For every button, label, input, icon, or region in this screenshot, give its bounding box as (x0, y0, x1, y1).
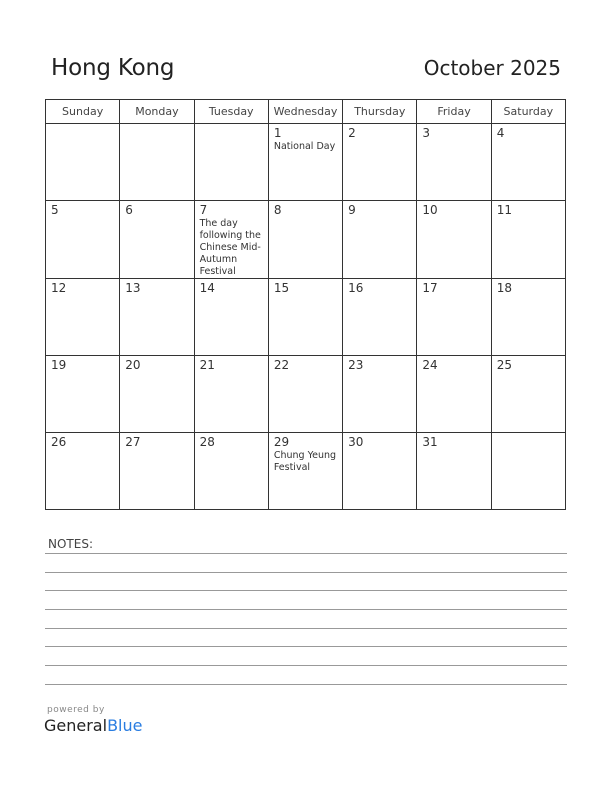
powered-by-text: powered by (47, 705, 105, 715)
day-number: 30 (348, 435, 364, 449)
day-cell (120, 201, 194, 279)
holiday-label (46, 372, 119, 373)
day-number: 24 (422, 358, 438, 372)
weekday-header: Saturday (491, 100, 565, 124)
day-number: 12 (51, 281, 67, 295)
day-number: 20 (125, 358, 141, 372)
day-number: 26 (51, 435, 67, 449)
day-cell (417, 201, 491, 279)
day-cell (417, 356, 491, 433)
week-row (46, 279, 566, 356)
day-cell (491, 201, 565, 279)
day-number: 6 (125, 203, 133, 217)
week-row (46, 356, 566, 433)
holiday-label (492, 295, 565, 296)
day-number: 22 (273, 358, 290, 372)
weekday-header: Sunday (46, 100, 120, 124)
holiday-label: Chung Yeung Festival (273, 450, 337, 473)
day-cell (46, 201, 120, 279)
day-cell (343, 279, 417, 356)
holiday-label (343, 372, 416, 373)
day-number: 11 (496, 203, 512, 217)
holiday-label (120, 449, 193, 450)
day-cell (46, 356, 120, 433)
note-line (45, 684, 567, 685)
holiday-label (46, 217, 119, 218)
day-cell (343, 356, 417, 433)
day-number: 16 (348, 281, 364, 295)
note-line (45, 609, 567, 610)
holiday-label (269, 372, 342, 373)
day-number: 17 (422, 281, 438, 295)
day-number: 19 (51, 358, 67, 372)
note-line (45, 553, 567, 554)
day-number: 9 (348, 203, 356, 217)
day-number: 7 (199, 203, 208, 217)
day-cell (46, 433, 120, 510)
day-cell (491, 124, 565, 201)
day-number: 1 (273, 126, 282, 140)
day-number: 31 (422, 435, 438, 449)
day-number: 14 (199, 281, 215, 295)
day-cell (417, 124, 491, 201)
day-cell (194, 356, 268, 433)
day-cell (268, 279, 342, 356)
day-number: 23 (348, 358, 364, 372)
holiday-label (492, 217, 565, 218)
holiday-label (417, 372, 490, 373)
holiday-label (46, 126, 119, 127)
day-number: 18 (496, 281, 512, 295)
day-cell (343, 201, 417, 279)
holiday-label (492, 435, 565, 436)
day-cell (46, 124, 120, 201)
note-line (45, 646, 567, 647)
note-line (45, 628, 567, 629)
holiday-label (46, 295, 119, 296)
note-line (45, 665, 567, 666)
holiday-label (343, 295, 416, 296)
holiday-label (492, 372, 565, 373)
holiday-label (195, 372, 268, 373)
holiday-label (269, 217, 342, 218)
holiday-label (195, 126, 268, 127)
day-number: 5 (51, 203, 59, 217)
holiday-label (417, 449, 490, 450)
day-number: 2 (348, 126, 356, 140)
note-line (45, 590, 567, 591)
day-number: 3 (422, 126, 431, 140)
weekday-header: Tuesday (194, 100, 268, 124)
holiday-label (417, 140, 490, 141)
holiday-label (195, 449, 268, 450)
week-row (46, 201, 566, 279)
week-row (46, 433, 566, 510)
weekday-header: Monday (120, 100, 194, 124)
day-cell (120, 124, 194, 201)
day-cell (46, 279, 120, 356)
day-number: 27 (125, 435, 141, 449)
day-number: 8 (273, 203, 282, 217)
day-cell (120, 279, 194, 356)
day-cell (491, 433, 565, 510)
holiday-label: National Day (273, 141, 336, 152)
brand-blue: Blue (107, 716, 143, 735)
generalblue-logo (44, 716, 142, 735)
day-cell (491, 356, 565, 433)
day-number: 29 (273, 435, 290, 449)
day-number: 21 (199, 358, 215, 372)
week-row (46, 124, 566, 201)
day-cell (194, 279, 268, 356)
day-cell (120, 356, 194, 433)
day-cell (268, 124, 342, 201)
holiday-label (417, 217, 490, 218)
day-cell (343, 124, 417, 201)
weekday-header: Thursday (343, 100, 417, 124)
day-cell (417, 279, 491, 356)
day-cell (120, 433, 194, 510)
holiday-label: The day following the Chinese Mid-Autumn Festival (199, 218, 261, 277)
day-number: 4 (496, 126, 505, 140)
day-cell (194, 124, 268, 201)
holiday-label (343, 217, 416, 218)
month-title: October 2025 (423, 56, 561, 80)
holiday-label (492, 140, 565, 141)
holiday-label (120, 295, 193, 296)
weekday-header: Friday (417, 100, 491, 124)
region-title: Hong Kong (51, 55, 175, 81)
day-cell (268, 433, 342, 510)
holiday-label (195, 295, 268, 296)
holiday-label (343, 449, 416, 450)
holiday-label (269, 295, 342, 296)
day-number: 28 (199, 435, 215, 449)
day-number: 25 (496, 358, 512, 372)
weekday-header-row (46, 100, 566, 124)
day-cell (491, 279, 565, 356)
weekday-header: Wednesday (268, 100, 342, 124)
day-cell (268, 201, 342, 279)
calendar-grid (45, 99, 566, 510)
brand-general: General (44, 716, 108, 735)
day-number: 13 (125, 281, 141, 295)
day-cell (194, 433, 268, 510)
day-cell (268, 356, 342, 433)
day-cell (194, 201, 268, 279)
note-line (45, 572, 567, 573)
holiday-label (46, 449, 119, 450)
holiday-label (120, 217, 193, 218)
notes-label: NOTES: (48, 537, 93, 551)
day-number: 15 (273, 281, 290, 295)
holiday-label (120, 372, 193, 373)
holiday-label (343, 140, 416, 141)
day-number: 10 (422, 203, 438, 217)
holiday-label (120, 126, 193, 127)
day-cell (417, 433, 491, 510)
holiday-label (417, 295, 490, 296)
day-cell (343, 433, 417, 510)
